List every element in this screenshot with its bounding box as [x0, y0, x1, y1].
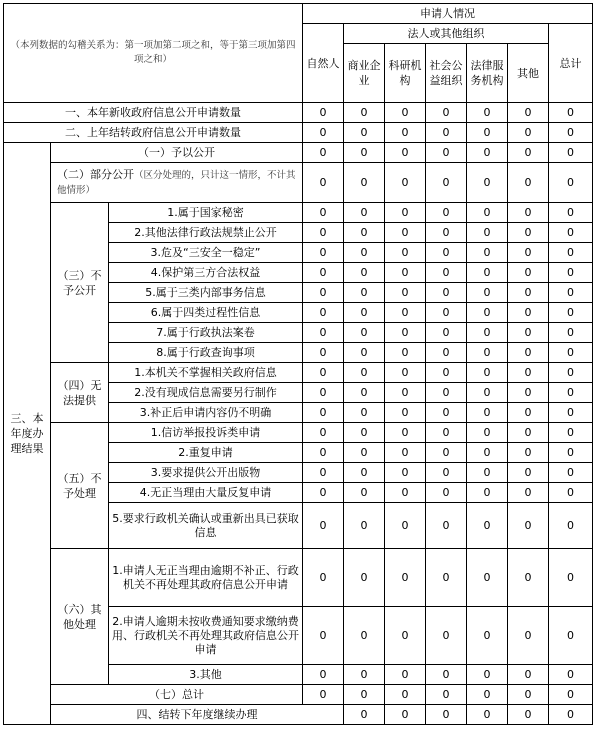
- cell-legal-service: 0: [467, 203, 508, 223]
- cell-research: 0: [385, 283, 426, 303]
- cell-total: 0: [549, 463, 593, 483]
- cell-legal-service: 0: [467, 303, 508, 323]
- header-legal-service: 法律服务机构: [467, 44, 508, 103]
- cell-legal-service: 0: [467, 685, 508, 705]
- header-research: 科研机构: [385, 44, 426, 103]
- row-label-partial: [51, 163, 303, 203]
- table-row: [4, 549, 593, 607]
- cell-other: 0: [508, 665, 549, 685]
- group-label-unable: （四）无法提供: [51, 363, 109, 423]
- cell-social: 0: [426, 223, 467, 243]
- cell-total: 0: [549, 143, 593, 163]
- cell-total: 0: [549, 443, 593, 463]
- cell-other: 0: [508, 263, 549, 283]
- cell-legal-service: 0: [467, 343, 508, 363]
- cell-social: 0: [426, 403, 467, 423]
- cell-social: 0: [426, 283, 467, 303]
- cell-natural: 0: [344, 705, 385, 725]
- cell-legal-service: 0: [467, 143, 508, 163]
- cell-research: 0: [385, 323, 426, 343]
- cell-natural: 0: [303, 363, 344, 383]
- cell-research: 0: [385, 607, 426, 665]
- cell-natural: 0: [303, 323, 344, 343]
- cell-other: 0: [508, 323, 549, 343]
- cell-other: 0: [549, 705, 593, 725]
- cell-natural: 0: [303, 343, 344, 363]
- cell-natural: 0: [303, 483, 344, 503]
- cell-natural: 0: [303, 607, 344, 665]
- cell-natural: 0: [303, 263, 344, 283]
- cell-research: 0: [385, 685, 426, 705]
- header-other: 其他: [508, 44, 549, 103]
- cell-legal-service: 0: [467, 283, 508, 303]
- cell-business: 0: [344, 383, 385, 403]
- cell-legal-service: 0: [467, 483, 508, 503]
- cell-social: 0: [426, 685, 467, 705]
- cell-other: 0: [508, 103, 549, 123]
- cell-research: 0: [385, 463, 426, 483]
- cell-business: 0: [344, 283, 385, 303]
- header-legal-org: 法人或其他组织: [344, 24, 549, 44]
- cell-total: 0: [549, 607, 593, 665]
- cell-research: 0: [426, 705, 467, 725]
- cell-research: 0: [385, 665, 426, 685]
- header-natural-person: 自然人: [303, 24, 344, 103]
- cell-legal-service: 0: [467, 383, 508, 403]
- cell-social: 0: [426, 323, 467, 343]
- cell-total: 0: [549, 323, 593, 343]
- cell-research: 0: [385, 143, 426, 163]
- cell-total: 0: [549, 263, 593, 283]
- table-row: [4, 103, 593, 123]
- header-applicant: 申请人情况: [303, 4, 593, 24]
- cell-total: 0: [549, 203, 593, 223]
- section-3-label: 三、本年度办理结果: [4, 143, 51, 725]
- row-label: （七）总计: [51, 685, 303, 705]
- row-label: 2.重复申请: [109, 443, 303, 463]
- cell-natural: 0: [303, 223, 344, 243]
- cell-natural: 0: [303, 463, 344, 483]
- cell-research: 0: [385, 363, 426, 383]
- cell-social: 0: [426, 243, 467, 263]
- cell-social: 0: [426, 123, 467, 143]
- group-label-other-handling: （六）其他处理: [51, 549, 109, 685]
- cell-business: 0: [344, 363, 385, 383]
- cell-business: 0: [344, 163, 385, 203]
- cell-total: 0: [549, 303, 593, 323]
- cell-total: 0: [549, 363, 593, 383]
- row-label: 1.属于国家秘密: [109, 203, 303, 223]
- row-label: （二）部分公开: [57, 167, 134, 181]
- cell-research: 0: [385, 443, 426, 463]
- cell-social: 0: [426, 383, 467, 403]
- cell-natural: 0: [303, 503, 344, 549]
- cell-business: 0: [344, 263, 385, 283]
- cell-natural: 0: [303, 203, 344, 223]
- cell-legal-service: 0: [467, 503, 508, 549]
- cell-social: 0: [426, 103, 467, 123]
- cell-research: 0: [385, 303, 426, 323]
- cell-social: 0: [426, 303, 467, 323]
- cell-other: 0: [508, 163, 549, 203]
- cell-total: 0: [549, 685, 593, 705]
- row-label: 1.申请人无正当理由逾期不补正、行政机关不再处理其政府信息公开申请: [109, 549, 303, 607]
- cell-research: 0: [385, 263, 426, 283]
- cell-total: 0: [549, 123, 593, 143]
- cell-legal-service: 0: [467, 443, 508, 463]
- cell-other: 0: [508, 549, 549, 607]
- cell-social: 0: [467, 705, 508, 725]
- row-label: 1.本机关不掌握相关政府信息: [109, 363, 303, 383]
- government-info-disclosure-table: [3, 3, 593, 725]
- row-label: 一、本年新收政府信息公开申请数量: [4, 103, 303, 123]
- row-note: （区分处理的，只计这一情形，不计其他情形）: [57, 169, 296, 196]
- cell-business: 0: [344, 463, 385, 483]
- row-label: 5.要求行政机关确认或重新出具已获取信息: [109, 503, 303, 549]
- cell-social: 0: [426, 463, 467, 483]
- cell-legal-service: 0: [467, 243, 508, 263]
- cell-other: 0: [508, 363, 549, 383]
- cell-research: 0: [385, 483, 426, 503]
- cell-legal-service: 0: [467, 223, 508, 243]
- cell-other: 0: [508, 143, 549, 163]
- cell-other: 0: [508, 483, 549, 503]
- row-label: 3.危及“三安全一稳定”: [109, 243, 303, 263]
- cell-total: 0: [549, 483, 593, 503]
- table-row: [4, 143, 593, 163]
- table-row: [4, 423, 593, 443]
- cell-social: 0: [426, 343, 467, 363]
- cell-business: 0: [344, 323, 385, 343]
- cell-other: 0: [508, 283, 549, 303]
- cell-total: 0: [549, 503, 593, 549]
- cell-research: 0: [385, 203, 426, 223]
- cell-legal-service: 0: [467, 463, 508, 483]
- cell-social: 0: [426, 143, 467, 163]
- cell-natural: 0: [303, 383, 344, 403]
- row-label: 3.补正后申请内容仍不明确: [109, 403, 303, 423]
- cell-total: 0: [549, 549, 593, 607]
- cell-natural: 0: [303, 403, 344, 423]
- cell-other: 0: [508, 123, 549, 143]
- row-label: 5.属于三类内部事务信息: [109, 283, 303, 303]
- cell-natural: 0: [303, 283, 344, 303]
- cell-legal-service: 0: [467, 163, 508, 203]
- cell-social: 0: [426, 363, 467, 383]
- row-label: 4.无正当理由大量反复申请: [109, 483, 303, 503]
- cell-total: 0: [549, 383, 593, 403]
- cell-social: 0: [426, 483, 467, 503]
- cell-other: 0: [508, 203, 549, 223]
- row-label: 2.申请人逾期未按收费通知要求缴纳费用、行政机关不再处理其政府信息公开申请: [109, 607, 303, 665]
- cell-natural: 0: [303, 443, 344, 463]
- cell-business: 0: [344, 607, 385, 665]
- cell-legal-service: 0: [467, 103, 508, 123]
- cell-legal-service: 0: [467, 607, 508, 665]
- cell-natural: 0: [303, 143, 344, 163]
- cell-natural: 0: [303, 685, 344, 705]
- row-label: 7.属于行政执法案卷: [109, 323, 303, 343]
- row-label: （一）予以公开: [51, 143, 303, 163]
- cell-business: 0: [344, 423, 385, 443]
- row-label: 3.要求提供公开出版物: [109, 463, 303, 483]
- cell-social: 0: [426, 263, 467, 283]
- cell-business: 0: [344, 103, 385, 123]
- cell-total: 0: [549, 423, 593, 443]
- cell-research: 0: [385, 503, 426, 549]
- cell-other: 0: [508, 403, 549, 423]
- cell-other: 0: [508, 503, 549, 549]
- cell-natural: 0: [303, 243, 344, 263]
- row-label: 1.信访举报投诉类申请: [109, 423, 303, 443]
- cell-research: 0: [385, 243, 426, 263]
- cell-legal-service: 0: [508, 705, 549, 725]
- cell-social: 0: [426, 665, 467, 685]
- cell-other: 0: [508, 463, 549, 483]
- table-row: [4, 123, 593, 143]
- cell-business: 0: [344, 443, 385, 463]
- cell-business: 0: [344, 483, 385, 503]
- cell-total: 0: [549, 665, 593, 685]
- cell-social: 0: [426, 549, 467, 607]
- cell-total: 0: [549, 223, 593, 243]
- cell-natural: 0: [303, 665, 344, 685]
- cell-other: 0: [508, 243, 549, 263]
- cell-business: 0: [344, 243, 385, 263]
- cell-other: 0: [508, 383, 549, 403]
- group-label-nondisclosure: （三）不予公开: [51, 203, 109, 363]
- cell-research: 0: [385, 403, 426, 423]
- cell-legal-service: 0: [467, 665, 508, 685]
- cell-legal-service: 0: [467, 403, 508, 423]
- cell-business: 0: [344, 403, 385, 423]
- row-label: 2.其他法律行政法规禁止公开: [109, 223, 303, 243]
- cell-natural: 0: [303, 103, 344, 123]
- cell-business: 0: [344, 503, 385, 549]
- cell-research: 0: [385, 223, 426, 243]
- cell-other: 0: [508, 685, 549, 705]
- cell-research: 0: [385, 103, 426, 123]
- cell-social: 0: [426, 607, 467, 665]
- cell-total: 0: [549, 283, 593, 303]
- cell-natural: 0: [303, 303, 344, 323]
- header-note: （本列数据的勾稽关系为：第一项加第二项之和，等于第三项加第四项之和）: [4, 4, 303, 103]
- cell-natural: 0: [303, 163, 344, 203]
- cell-business: 0: [344, 549, 385, 607]
- cell-total: 0: [549, 343, 593, 363]
- cell-legal-service: 0: [467, 263, 508, 283]
- cell-total: 0: [549, 243, 593, 263]
- row-label: 四、结转下年度继续办理: [51, 705, 344, 725]
- row-label: 3.其他: [109, 665, 303, 685]
- cell-total: 0: [549, 103, 593, 123]
- cell-natural: 0: [303, 123, 344, 143]
- cell-research: 0: [385, 163, 426, 203]
- cell-business: 0: [344, 685, 385, 705]
- cell-business: 0: [344, 343, 385, 363]
- table-row: [4, 203, 593, 223]
- cell-legal-service: 0: [467, 423, 508, 443]
- cell-business: 0: [344, 223, 385, 243]
- table-row: [4, 363, 593, 383]
- cell-social: 0: [426, 443, 467, 463]
- cell-legal-service: 0: [467, 363, 508, 383]
- cell-legal-service: 0: [467, 549, 508, 607]
- cell-research: 0: [385, 343, 426, 363]
- table-row: [4, 685, 593, 705]
- cell-research: 0: [385, 423, 426, 443]
- cell-other: 0: [508, 223, 549, 243]
- cell-other: 0: [508, 423, 549, 443]
- cell-social: 0: [426, 203, 467, 223]
- cell-other: 0: [508, 443, 549, 463]
- cell-research: 0: [385, 383, 426, 403]
- header-social: 社会公益组织: [426, 44, 467, 103]
- cell-legal-service: 0: [467, 123, 508, 143]
- cell-business: 0: [344, 143, 385, 163]
- cell-natural: 0: [303, 423, 344, 443]
- cell-business: 0: [385, 705, 426, 725]
- cell-other: 0: [508, 303, 549, 323]
- cell-legal-service: 0: [467, 323, 508, 343]
- row-label: 6.属于四类过程性信息: [109, 303, 303, 323]
- cell-business: 0: [344, 123, 385, 143]
- cell-business: 0: [344, 203, 385, 223]
- cell-business: 0: [344, 665, 385, 685]
- cell-total: 0: [549, 163, 593, 203]
- cell-research: 0: [385, 549, 426, 607]
- cell-research: 0: [385, 123, 426, 143]
- row-label: 4.保护第三方合法权益: [109, 263, 303, 283]
- row-label: 2.没有现成信息需要另行制作: [109, 383, 303, 403]
- cell-social: 0: [426, 423, 467, 443]
- header-business: 商业企业: [344, 44, 385, 103]
- table-row: [4, 163, 593, 203]
- row-label: 二、上年结转政府信息公开申请数量: [4, 123, 303, 143]
- cell-social: 0: [426, 503, 467, 549]
- row-label: 8.属于行政查询事项: [109, 343, 303, 363]
- cell-social: 0: [426, 163, 467, 203]
- cell-other: 0: [508, 607, 549, 665]
- cell-total: 0: [549, 403, 593, 423]
- cell-business: 0: [344, 303, 385, 323]
- cell-other: 0: [508, 343, 549, 363]
- table-row: [4, 705, 593, 725]
- header-total: 总计: [549, 24, 593, 103]
- group-label-not-processed: （五）不予处理: [51, 423, 109, 549]
- cell-natural: 0: [303, 549, 344, 607]
